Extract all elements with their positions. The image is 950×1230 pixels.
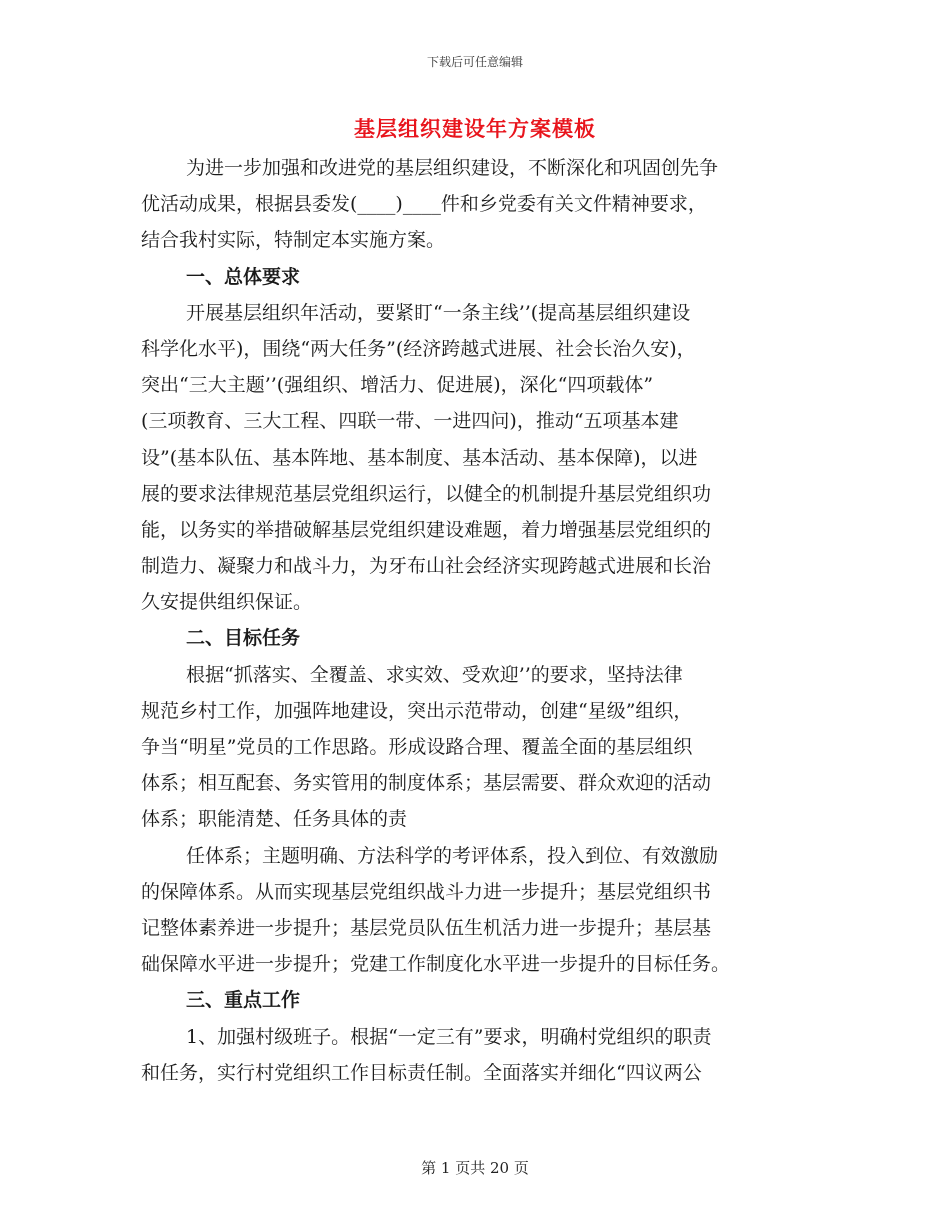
- paragraph-line: 制造力、凝聚力和战斗力，为牙布山社会经济实现跨越式进展和长治: [141, 555, 712, 578]
- paragraph-line: 任体系；主题明确、方法科学的考评体系，投入到位、有效激励: [186, 844, 719, 867]
- paragraph-line: 体系；相互配套、务实管用的制度体系；基层需要、群众欢迎的活动: [141, 772, 712, 795]
- paragraph-line: 1、加强村级班子。根据“一定三有”要求，明确村党组织的职责: [186, 1025, 712, 1048]
- paragraph-line: 为进一步加强和改进党的基层组织建设，不断深化和巩固创先争: [186, 157, 719, 179]
- paragraph-line: 结合我村实际，特制定本实施方案。: [141, 229, 446, 252]
- paragraph-line: 设”(基本队伍、基本阵地、基本制度、基本活动、基本保障)，以进: [141, 446, 698, 469]
- page-footer: 第 1 页共 20 页: [421, 1159, 529, 1177]
- paragraph-line: 体系；职能清楚、任务具体的责: [141, 808, 408, 831]
- paragraph-line: 的保障体系。从而实现基层党组织战斗力进一步提升；基层党组织书: [141, 880, 712, 903]
- section-heading: 一、总体要求: [186, 265, 301, 288]
- paragraph-line: 开展基层组织年活动，要紧盯“一条主线’’(提高基层组织建设: [186, 301, 691, 324]
- paragraph-line: 础保障水平进一步提升；党建工作制度化水平进一步提升的目标任务。: [141, 953, 731, 976]
- header-note: 下载后可任意编辑: [426, 55, 523, 69]
- paragraph-line: 久安提供组织保证。: [141, 591, 313, 614]
- document-body: [141, 150, 811, 1091]
- paragraph-line: 和任务，实行村党组织工作目标责任制。全面落实并细化“四议两公: [141, 1061, 702, 1084]
- section-heading: 二、目标任务: [186, 627, 301, 650]
- paragraph-line: 展的要求法律规范基层党组织运行，以健全的机制提升基层党组织功: [141, 482, 712, 505]
- paragraph-line: 突出“三大主题’’(强组织、增活力、促进展)，深化“四项载体”: [141, 374, 654, 397]
- paragraph-line: 优活动成果，根据县委发(____)____件和乡党委有关文件精神要求，: [141, 193, 707, 216]
- section-heading: 三、重点工作: [186, 989, 301, 1012]
- paragraph-line: 记整体素养进一步提升；基层党员队伍生机活力进一步提升；基层基: [141, 916, 712, 939]
- paragraph-line: 根据“抓落实、全覆盖、求实效、受欢迎’’的要求，坚持法律: [186, 663, 683, 686]
- paragraph-line: 规范乡村工作，加强阵地建设，突出示范带动，创建“星级”组织，: [141, 699, 693, 722]
- document-title: 基层组织建设年方案模板: [354, 116, 596, 141]
- paragraph-line: 争当“明星”党员的工作思路。形成设路合理、覆盖全面的基层组织: [141, 736, 693, 758]
- paragraph-line: 能，以务实的举措破解基层党组织建设难题，着力增强基层党组织的: [141, 518, 712, 541]
- paragraph-line: 科学化水平)，围绕“两大任务”(经济跨越式进展、社会长治久安)，: [141, 337, 696, 360]
- paragraph-line: (三项教育、三大工程、四联一带、一进四问)，推动“五项基本建: [141, 410, 679, 433]
